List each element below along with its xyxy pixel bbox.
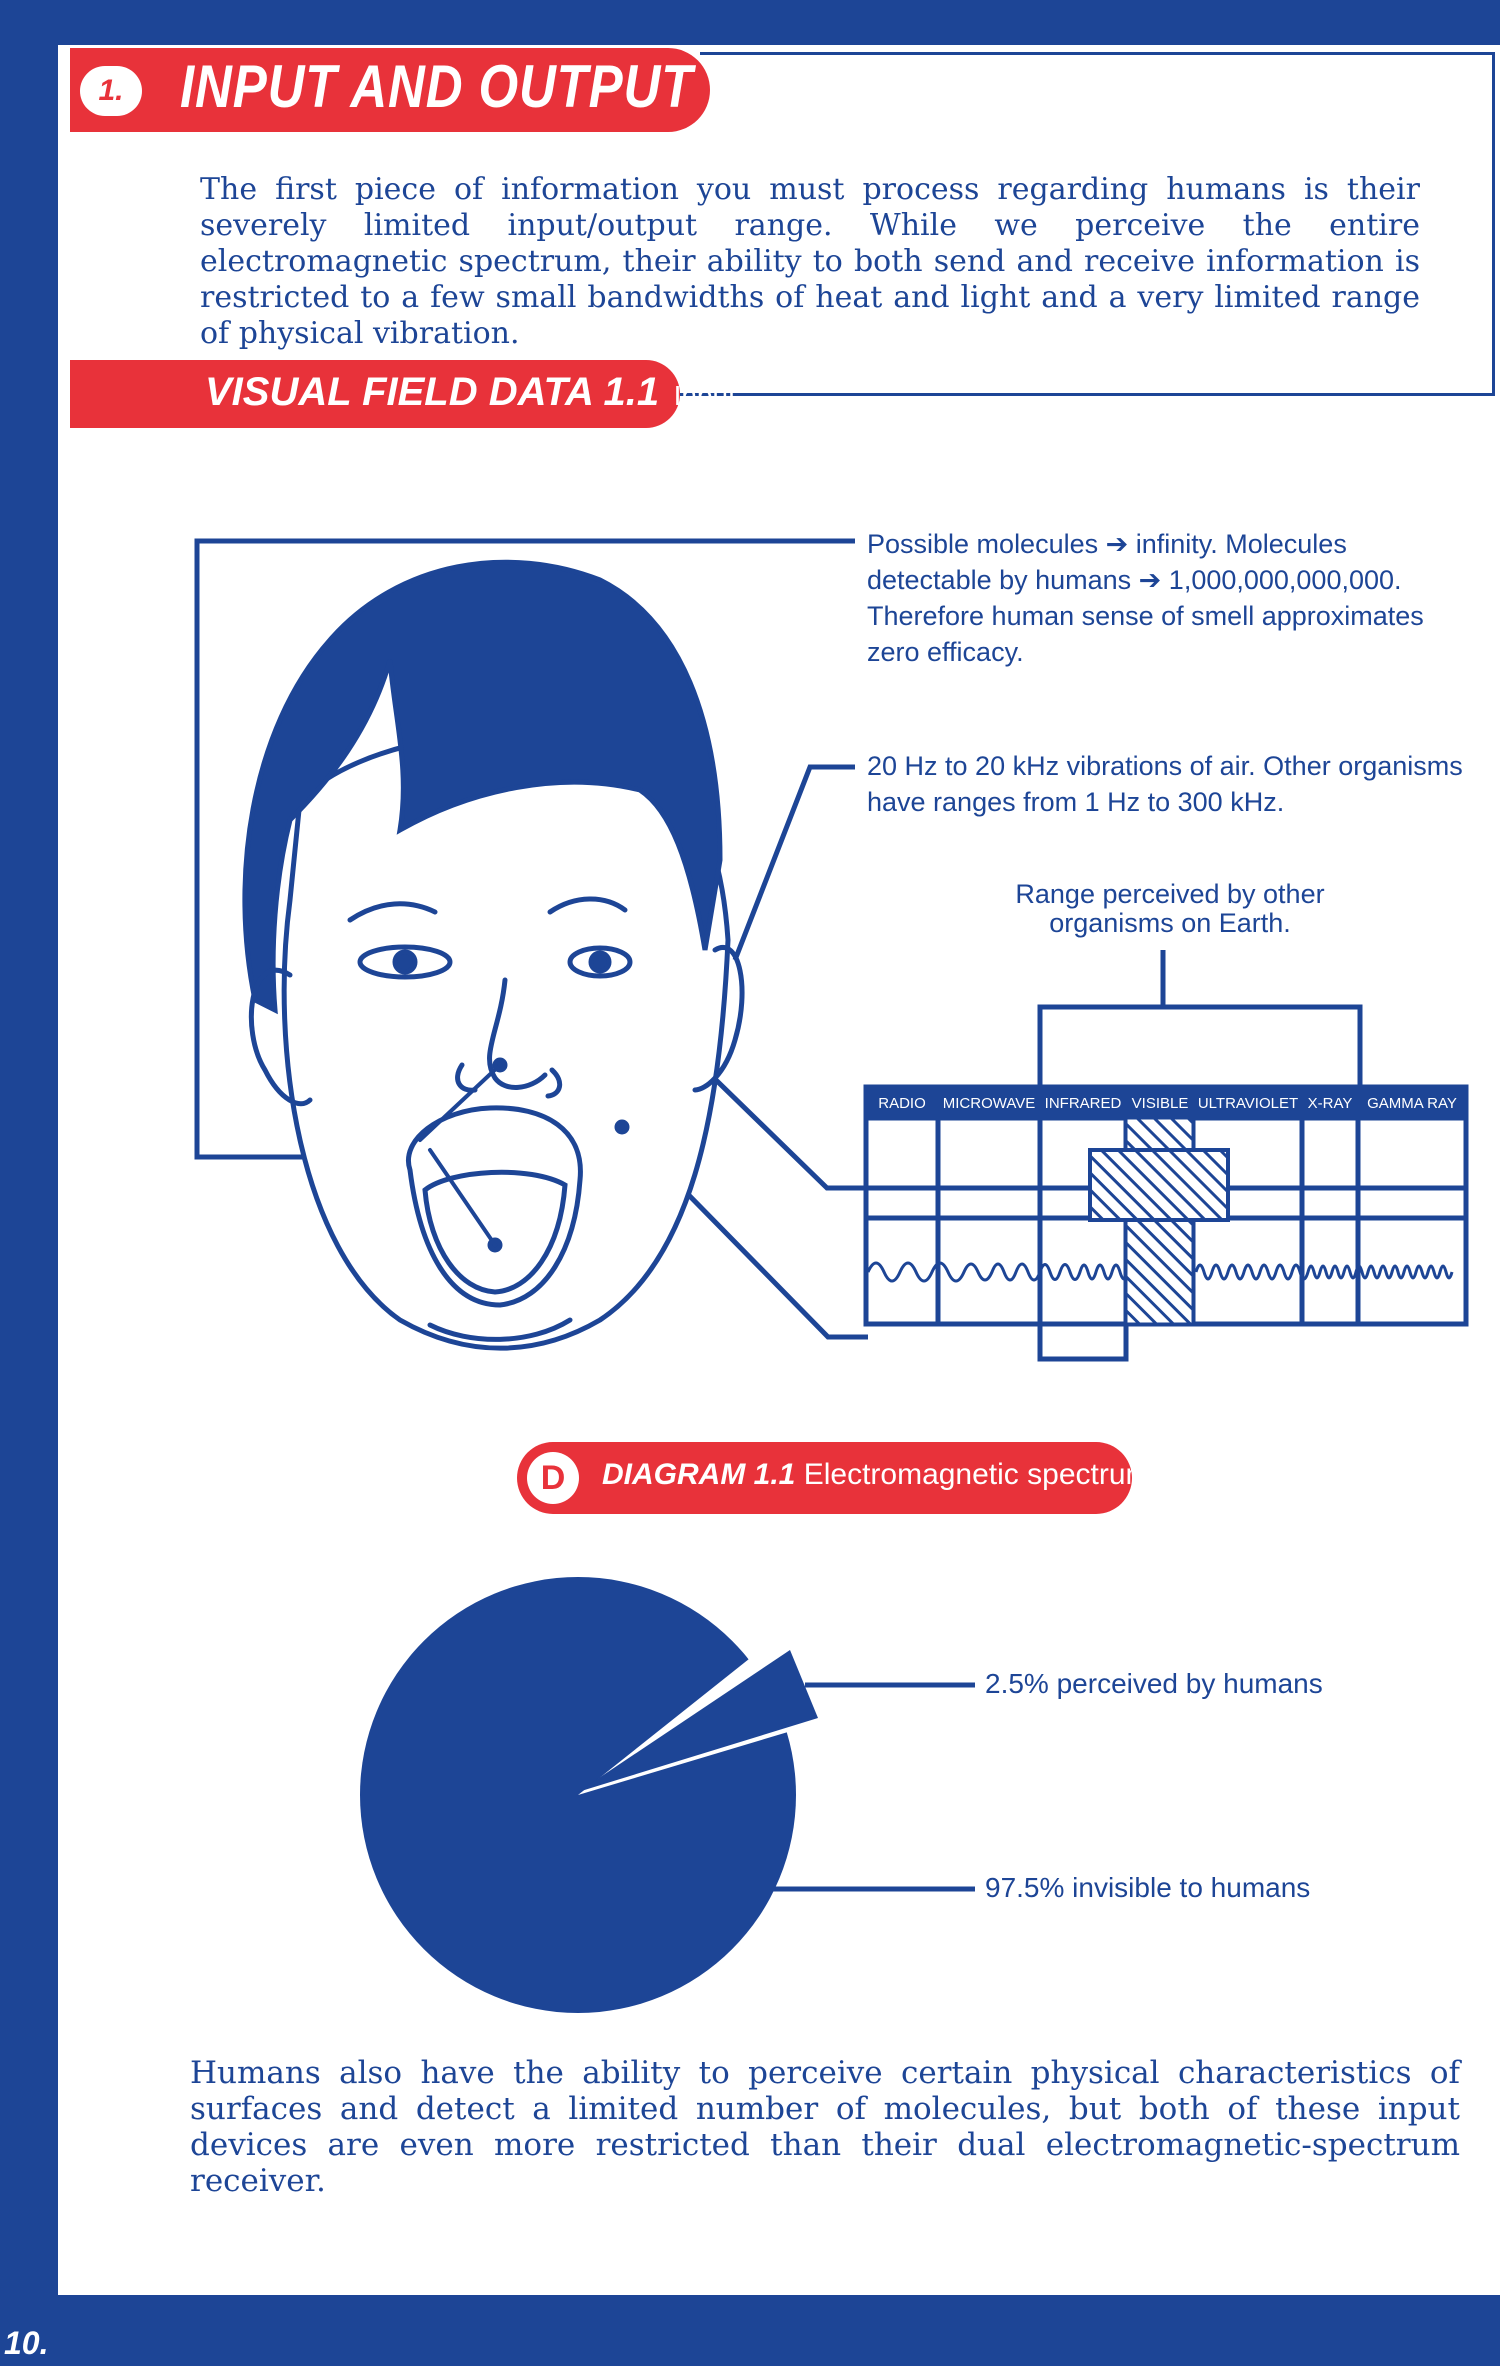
hearing-leader-line	[735, 767, 855, 960]
smell-annotation: Possible molecules ➔ infinity. Molecules detectable by humans ➔ 1,000,000,000,000. Therefore human sense of smell approximates zero efficacy.	[867, 529, 1424, 667]
outro-paragraph: Humans also have the ability to perceive certain physical characteristics of surfaces and detect a limited number of molecules, but both of these input devices are even more restricted than their dual electromagnetic-spectrum receiver.	[190, 2055, 1460, 2199]
visible-band-marker	[1090, 1150, 1228, 1220]
band-label-ultraviolet: ULTRAVIOLET	[1197, 1095, 1299, 1112]
visual-field-subtitle: Input	[673, 380, 736, 411]
page-number: 10.	[4, 2325, 49, 2361]
band-label-radio: RADIO	[878, 1095, 926, 1112]
pie-label-invisible: 97.5% invisible to humans	[985, 1872, 1311, 1903]
spectrum-band-labels	[878, 1095, 1457, 1112]
band-label-xray: X-RAY	[1307, 1095, 1353, 1112]
diagram-caption-text: Electromagnetic spectrum	[803, 1458, 1151, 1491]
face-illustration	[245, 562, 742, 1348]
band-label-gammaray: GAMMA RAY	[1367, 1095, 1457, 1112]
band-label-microwave: MICROWAVE	[942, 1095, 1036, 1112]
pie-chart	[360, 1577, 828, 2013]
pie-label-perceived: 2.5% perceived by humans	[985, 1668, 1323, 1699]
diagram-badge: D	[527, 1452, 579, 1504]
band-label-infrared: INFRARED	[1044, 1095, 1122, 1112]
visual-field-title: VISUAL FIELD DATA 1.1	[205, 370, 660, 414]
intro-paragraph: The first piece of information you must process regarding humans is their severely limited input/output range. While we perceive the entire electromagnetic spectrum, their ability to both send and receive information is restricted to a few small bandwidths of heat and light and a very limited range of physical vibration.	[200, 172, 1420, 351]
hearing-annotation: 20 Hz to 20 kHz vibrations of air. Other organisms have ranges from 1 Hz to 300 kHz.	[867, 751, 1463, 817]
range-bracket	[1040, 1007, 1360, 1087]
visible-window-bottom	[1040, 1324, 1126, 1359]
diagram-label: DIAGRAM 1.1	[602, 1458, 796, 1491]
section-number-badge: 1.	[80, 66, 142, 116]
range-annotation: Range perceived by other organisms on Earth.	[1015, 879, 1325, 938]
diagram-caption	[602, 1458, 1151, 1492]
band-label-visible: VISIBLE	[1131, 1095, 1189, 1112]
section-title: INPUT AND OUTPUT	[180, 53, 694, 120]
